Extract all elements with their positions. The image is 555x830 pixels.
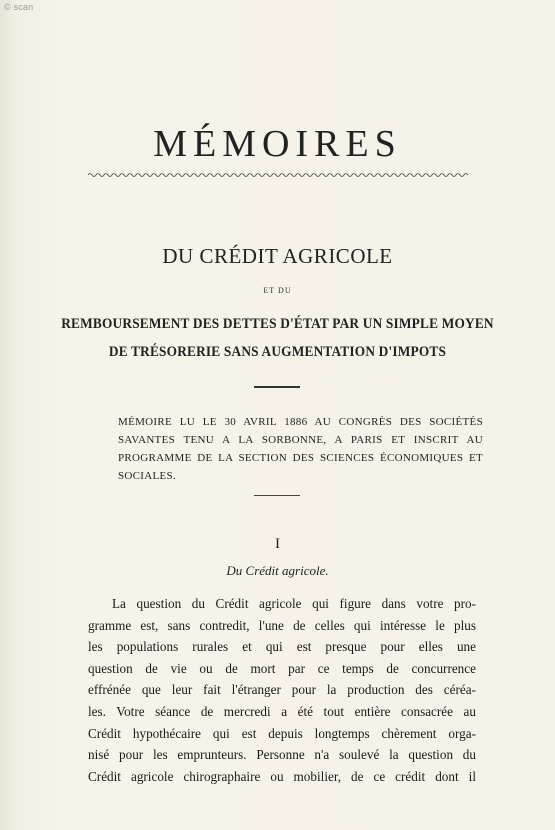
section-title: Du Crédit agricole. <box>226 563 329 578</box>
section-number: I <box>275 536 280 552</box>
body-line: Crédit hypothécaire qui est depuis longtemps chèrement orga- <box>88 725 476 741</box>
page-title: MÉMOIRES <box>153 123 402 165</box>
document-title: DU CRÉDIT AGRICOLE <box>162 244 393 268</box>
memo-note: MÉMOIRE LU LE 30 AVRIL 1886 AU CONGRÈS DES SOCIÉTÉS SAVANTES TENU A LA SORBONNE, A PARIS ET INSCRIT AU PROGRAMME DE LA SECTION DES SCIENCES ÉCONOMIQUES ET SOCIALES. <box>118 416 483 482</box>
body-line: Crédit agricole chirographaire ou mobilier, de ce crédit dont il <box>88 768 476 784</box>
watermark-text: © scan <box>4 2 34 12</box>
body-line: question de vie ou de mort par ce temps de concurrence <box>88 660 476 676</box>
body-line: La question du Crédit agricole qui figure dans votre pro- <box>112 596 476 611</box>
body-line: effrénée que leur fait l'étranger pour la production des céréa- <box>88 682 476 698</box>
body-line: les. Votre séance de mercredi a été tout entière consacrée au <box>88 703 476 719</box>
body-line: gramme est, sans contredit, l'une de celles qui intéresse le plus <box>88 617 476 633</box>
subtitle-line-1: REMBOURSEMENT DES DETTES D'ÉTAT PAR UN SIMPLE MOYEN <box>61 316 494 332</box>
body-line: nisé pour les emprunteurs. Personne n'a soulevé la question du <box>88 747 476 763</box>
title-divider <box>254 386 300 388</box>
body-paragraph <box>88 593 476 787</box>
wavy-rule <box>88 172 470 178</box>
section-divider <box>254 495 300 496</box>
title-conjunction: ET DU <box>263 286 292 295</box>
body-line: les populations rurales et qui est presque pour elles une <box>88 639 476 655</box>
subtitle-line-2: DE TRÉSORERIE SANS AUGMENTATION D'IMPOTS <box>108 344 447 360</box>
